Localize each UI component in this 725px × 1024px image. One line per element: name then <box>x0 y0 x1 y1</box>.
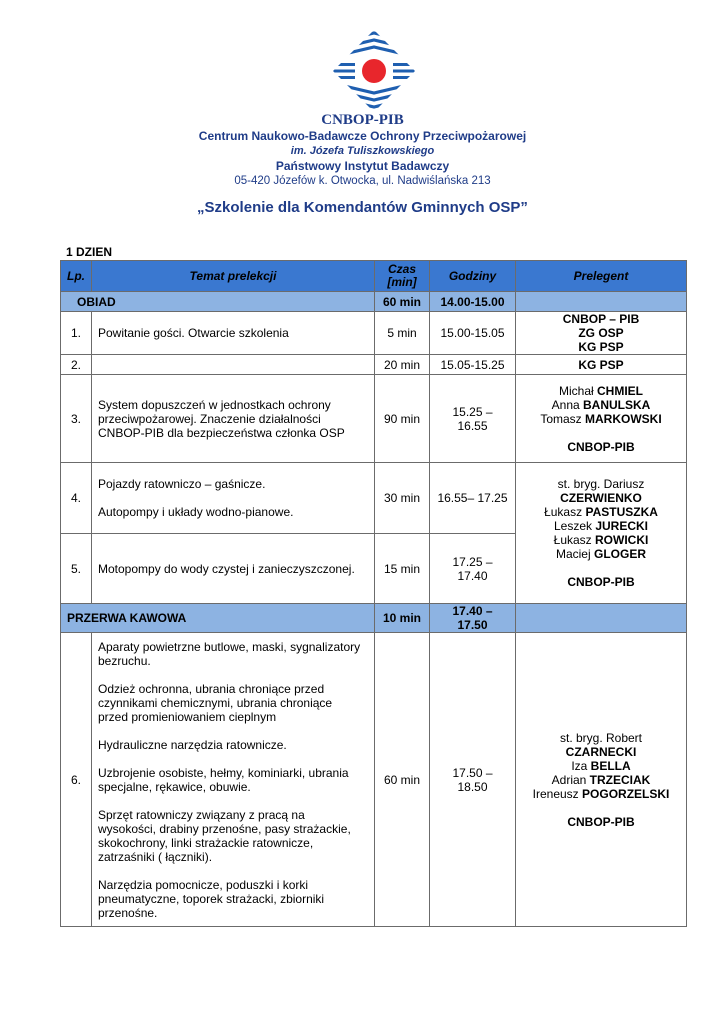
table-row: 2. 20 min 15.05-15.25 KG PSP <box>61 355 687 375</box>
table-row: 1. Powitanie gości. Otwarcie szkolenia 5 min 15.00-15.05 CNBOP – PIB ZG OSP KG PSP <box>61 312 687 355</box>
org-status: Państwowy Instytut Badawczy <box>275 159 450 173</box>
schedule-table <box>60 260 687 927</box>
org-patron: im. Józefa Tuliszkowskiego <box>290 145 435 157</box>
document-title: „Szkolenie dla Komendantów Gminnych OSP” <box>197 199 528 216</box>
obiad-time: 60 min <box>375 292 430 312</box>
speaker-cell: st. bryg. Dariusz CZERWIENKO Łukasz PASTUSZKA Leszek JURECKI Łukasz ROWICKI Maciej GLOGER CNBOP-PIB <box>516 463 687 604</box>
brand-name: CNBOP-PIB <box>321 112 404 128</box>
day-label: 1 DZIEN <box>66 245 113 259</box>
speaker-cell: CNBOP – PIB ZG OSP KG PSP <box>516 312 687 355</box>
header-speaker: Prelegent <box>516 261 687 292</box>
table-row: 6. Aparaty powietrzne butlowe, maski, sygnalizatory bezruchu. Odzież ochronna, ubrania chroniące przed czynnikami chemicznymi, ubrania chroniące przed promieniowaniem cieplnym Hydrauliczne narzędzia ratownicze. Uzbrojenie osobiste, hełmy, kominiarki, ubrania specjalne, rękawice, obuwie. Sprzęt ratowniczy związany z pracą na wysokości, drabiny przenośne, pasy strażackie, skokochrony, linki strażackie ratownicze, zatrzaśniki ( łączniki). Narzędzia pomocnicze, poduszki i korki pneumatyczne, toporek strażacki, zbiorniki przenośne. 60 min 17.50 – 18.50 st. bryg. Robert CZARNECKI Iza BELLA Adrian TRZECIAK Ireneusz POGORZELSKI CNBOP-PIB <box>61 633 687 927</box>
table-header-row <box>61 261 687 292</box>
speaker-cell: Michał CHMIEL Anna BANULSKA Tomasz MARKOWSKI CNBOP-PIB <box>516 375 687 463</box>
org-name: Centrum Naukowo-Badawcze Ochrony Przeciwpożarowej <box>198 129 527 143</box>
obiad-label: OBIAD <box>61 292 375 312</box>
table-row: 3. System dopuszczeń w jednostkach ochrony przeciwpożarowej. Znaczenie działalności CNBOP-PIB dla bezpieczeństwa członka OSP 90 min 15.25 – 16.55 Michał CHMIEL Anna BANULSKA Tomasz MARKOWSKI CNBOP-PIB <box>61 375 687 463</box>
header-lp: Lp. <box>61 261 92 292</box>
table-row-obiad <box>61 292 687 312</box>
header-hours: Godziny <box>430 261 516 292</box>
break-label: PRZERWA KAWOWA <box>61 604 375 633</box>
table-row-break: PRZERWA KAWOWA 10 min 17.40 – 17.50 <box>61 604 687 633</box>
cnbop-logo <box>333 30 415 112</box>
header-topic: Temat prelekcji <box>92 261 375 292</box>
org-address: 05-420 Józefów k. Otwocka, ul. Nadwiślańska 213 <box>234 175 491 187</box>
obiad-hours: 14.00-15.00 <box>430 292 516 312</box>
organization-header <box>0 112 725 189</box>
header-time: Czas [min] <box>375 261 430 292</box>
table-row: 5. Motopompy do wody czystej i zanieczyszczonej. 15 min 17.25 – 17.40 <box>61 534 687 604</box>
table-row: 4. Pojazdy ratowniczo – gaśnicze. Autopompy i układy wodno-pianowe. 30 min 16.55– 17.25 st. bryg. Dariusz CZERWIENKO Łukasz PASTUSZKA Leszek JURECKI Łukasz ROWICKI Maciej GLOGER CNBOP-PIB <box>61 463 687 534</box>
speaker-cell: st. bryg. Robert CZARNECKI Iza BELLA Adrian TRZECIAK Ireneusz POGORZELSKI CNBOP-PIB <box>516 633 687 927</box>
